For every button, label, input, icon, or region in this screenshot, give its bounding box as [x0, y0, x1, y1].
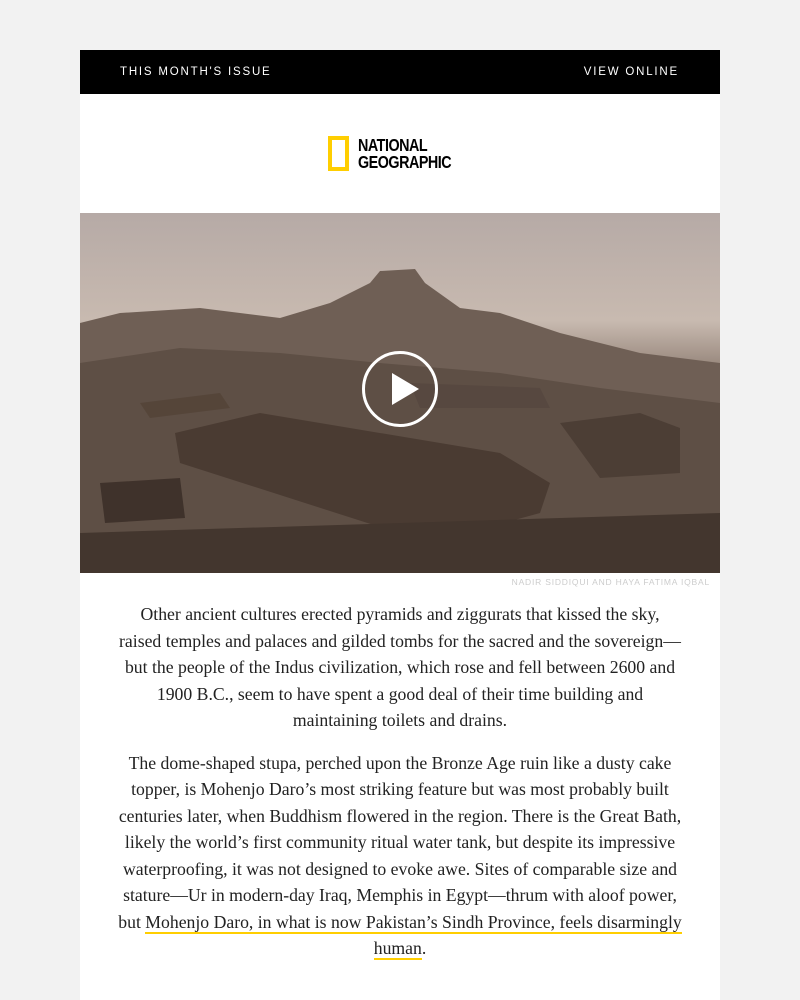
national-geographic-logo[interactable]	[328, 136, 472, 171]
paragraph-2-text: The dome-shaped stupa, perched upon the Bronze Age ruin like a dusty cake topper, is Mohenjo Daro’s most striking feature but was most probably built centuries later, when Buddhism flowered in the region. There is the Great Bath, likely the world’s first community ritual water tank, but despite its impressive waterproofing, it was not designed to evoke awe. Sites of comparable size and stature—Ur in modern-day Iraq, Memphis in Egypt—thrum with aloof power, but	[118, 752, 682, 932]
article-body	[80, 591, 720, 962]
newsletter-card	[80, 50, 720, 1000]
photo-credit: NADIR SIDDIQUI AND HAYA FATIMA IQBAL	[511, 577, 710, 587]
view-online-link[interactable]: VIEW ONLINE	[583, 66, 679, 78]
logo-wordmark: NATIONAL GEOGRAPHIC	[358, 134, 452, 172]
yellow-border-icon	[328, 136, 349, 171]
sindh-province-link[interactable]: Mohenjo Daro, in what is now Pakistan’s Sindh Province, feels disarmingly human	[145, 911, 682, 958]
top-bar	[80, 50, 720, 94]
paragraph-2	[118, 750, 682, 962]
this-months-issue-link[interactable]: THIS MONTH'S ISSUE	[120, 66, 272, 78]
paragraph-1: Other ancient cultures erected pyramids and ziggurats that kissed the sky, raised temples and palaces and gilded tombs for the sacred and the sovereign—but the people of the Indus civilization, which rose and fell between 2600 and 1900 B.C., seem to have spent a good deal of their time building and maintaining toilets and drains.	[119, 604, 681, 730]
paragraph-2-end: .	[421, 938, 427, 958]
video-thumbnail[interactable]	[80, 213, 720, 573]
logo-area	[80, 94, 720, 213]
play-icon[interactable]	[362, 351, 438, 427]
